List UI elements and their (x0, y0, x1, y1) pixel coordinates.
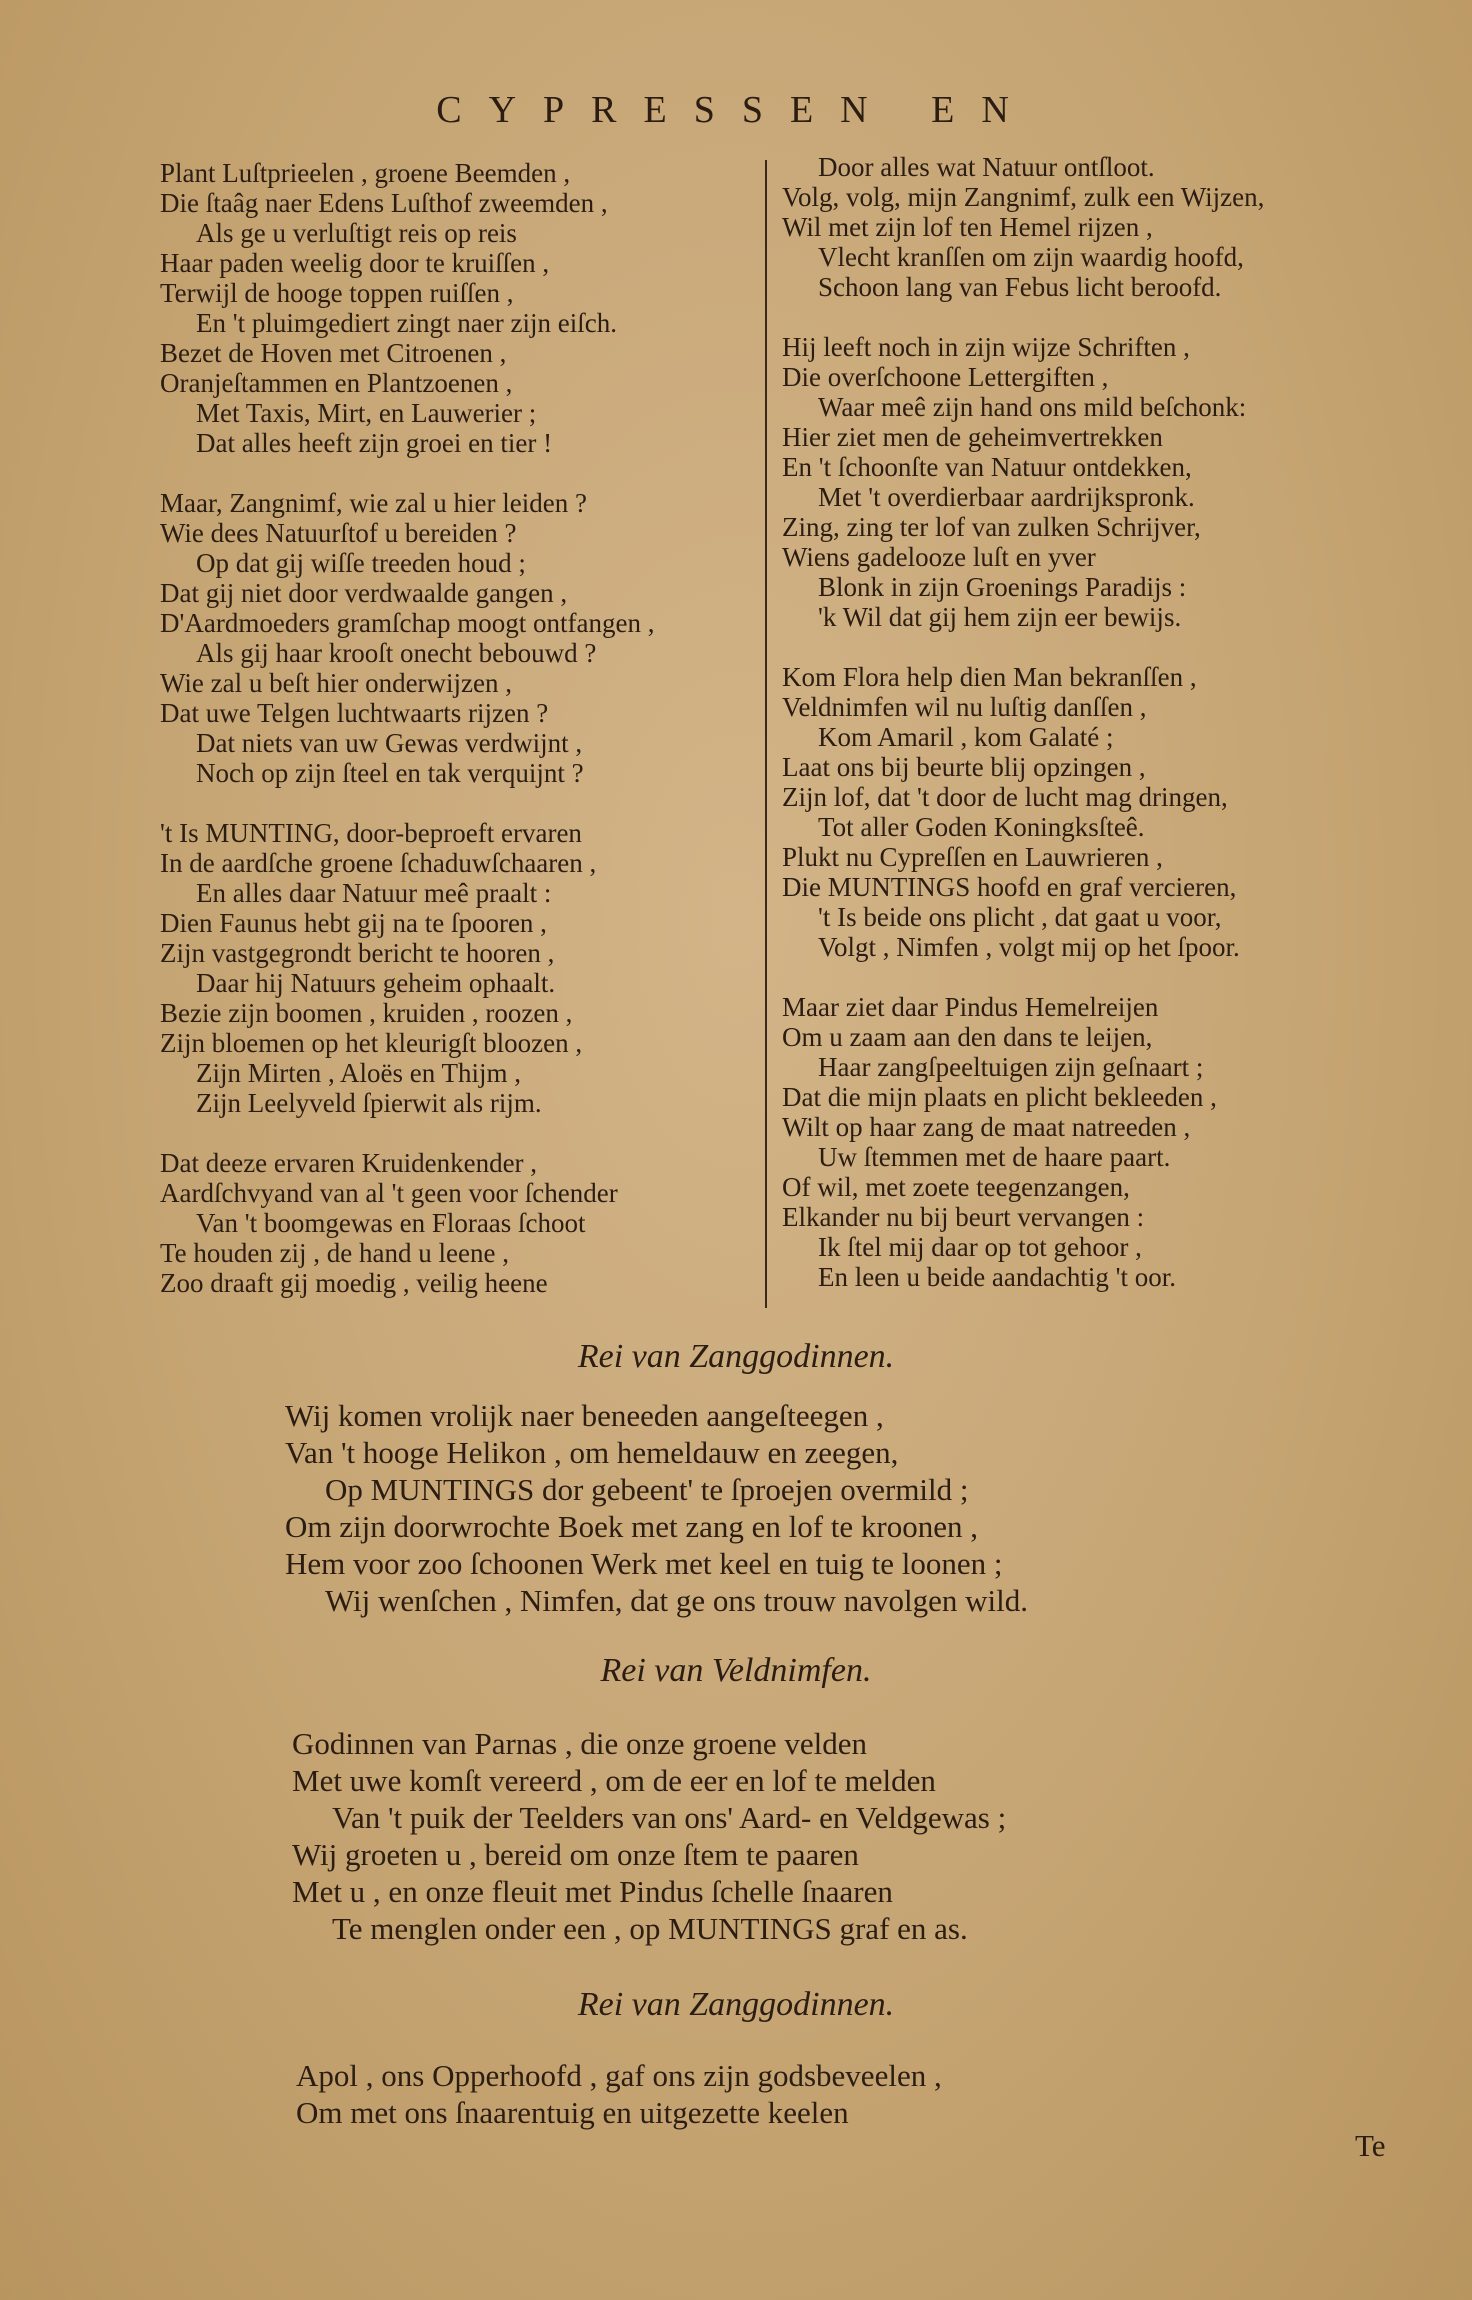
verse-line: Zijn Leelyveld ſpierwit als rijm. (196, 1088, 542, 1118)
verse-line: Blonk in zijn Groenings Paradijs : (818, 572, 1187, 602)
verse-line: Zijn vastgegrondt bericht te hooren , (160, 938, 555, 968)
stanza (160, 488, 760, 788)
verse-line: Laat ons bij beurte blij opzingen , (782, 752, 1146, 782)
stanza (160, 818, 760, 1118)
verse-line: Dat uwe Telgen luchtwaarts rijzen ? (160, 698, 549, 728)
left-column (160, 158, 760, 1328)
verse-line: In de aardſche groene ſchaduwſchaaren , (160, 848, 597, 878)
verse-line: Oranjeſtammen en Plantzoenen , (160, 368, 513, 398)
verse-line: Zijn lof, dat 't door de lucht mag dringen, (782, 782, 1228, 812)
verse-line: En 't pluimgediert zingt naer zijn eiſch. (196, 308, 617, 338)
verse-line: Ik ſtel mij daar op tot gehoor , (818, 1232, 1142, 1262)
catchword: Te (1355, 2128, 1386, 2163)
verse-line: Daar hij Natuurs geheim ophaalt. (196, 968, 556, 998)
verse-line: Waar meê zijn hand ons mild beſchonk: (818, 392, 1247, 422)
verse-line: Wie zal u beſt hier onderwijzen , (160, 668, 513, 698)
verse-line: Schoon lang van Febus licht beroofd. (818, 272, 1222, 302)
column-divider (765, 160, 767, 1308)
verse-line: Maar, Zangnimf, wie zal u hier leiden ? (160, 488, 587, 518)
chorus-line: Om zijn doorwrochte Boek met zang en lof te kroonen , (285, 1509, 978, 1544)
chorus-line: Van 't puik der Teelders van ons' Aard- en Veldgewas ; (332, 1800, 1007, 1835)
verse-line: Zijn bloemen op het kleurigſt bloozen , (160, 1028, 583, 1058)
stanza (782, 662, 1402, 962)
verse-line: Haar zangſpeeltuigen zijn geſnaart ; (818, 1052, 1204, 1082)
verse-line: Hier ziet men de geheimvertrekken (782, 422, 1163, 452)
stanza (782, 992, 1402, 1292)
verse-line: 't Is MUNTING, door-beproeft ervaren (160, 818, 582, 848)
chorus-line: Met u , en onze fleuit met Pindus ſchelle ſnaaren (292, 1874, 893, 1909)
verse-line: Kom Flora help dien Man bekranſſen , (782, 662, 1197, 692)
verse-line: 't Is beide ons plicht , dat gaat u voor, (818, 902, 1222, 932)
running-header: CYPRESSEN EN (436, 89, 1036, 131)
verse-line: Als gij haar krooſt onecht bebouwd ? (196, 638, 597, 668)
verse-line: Elkander nu bij beurt vervangen : (782, 1202, 1145, 1232)
stanza (160, 158, 760, 458)
chorus-line: Te menglen onder een , op MUNTINGS graf en as. (332, 1911, 968, 1946)
chorus-1-verse (285, 1397, 1028, 1619)
verse-line: Die MUNTINGS hoofd en graf vercieren, (782, 872, 1237, 902)
chorus-title-3: Rei van Zanggodinnen. (577, 1986, 895, 2023)
chorus-3-verse (296, 2057, 942, 2131)
verse-line: Plant Luſtprieelen , groene Beemden , (160, 158, 571, 188)
stanza (782, 152, 1402, 302)
verse-line: Vlecht kranſſen om zijn waardig hoofd, (818, 242, 1244, 272)
verse-line: En 't ſchoonſte van Natuur ontdekken, (782, 452, 1192, 482)
verse-line: Uw ſtemmen met de haare paart. (818, 1142, 1171, 1172)
verse-line: Tot aller Goden Koningksſteê. (818, 812, 1145, 842)
verse-line: En alles daar Natuur meê praalt : (196, 878, 552, 908)
chorus-line: Apol , ons Opperhoofd , gaf ons zijn godsbeveelen , (296, 2058, 942, 2093)
chorus-line: Wij komen vrolijk naer beneeden aangeſteegen , (285, 1398, 884, 1433)
chorus-title-2: Rei van Veldnimfen. (600, 1652, 872, 1689)
verse-line: Dat gij niet door verdwaalde gangen , (160, 578, 568, 608)
verse-line: Met Taxis, Mirt, en Lauwerier ; (196, 398, 537, 428)
chorus-2-verse (292, 1725, 1006, 1947)
verse-line: Bezet de Hoven met Citroenen , (160, 338, 507, 368)
verse-line: 'k Wil dat gij hem zijn eer bewijs. (818, 602, 1182, 632)
verse-line: Noch op zijn ſteel en tak verquijnt ? (196, 758, 584, 788)
verse-line: Dien Faunus hebt gij na te ſpooren , (160, 908, 547, 938)
verse-line: Bezie zijn boomen , kruiden , roozen , (160, 998, 573, 1028)
chorus-line: Met uwe komſt vereerd , om de eer en lof te melden (292, 1763, 936, 1798)
verse-line: Maar ziet daar Pindus Hemelreijen (782, 992, 1159, 1022)
verse-line: Dat niets van uw Gewas verdwijnt , (196, 728, 583, 758)
verse-line: Plukt nu Cypreſſen en Lauwrieren , (782, 842, 1163, 872)
verse-line: Wilt op haar zang de maat natreeden , (782, 1112, 1191, 1142)
verse-line: D'Aardmoeders gramſchap moogt ontfangen , (160, 608, 655, 638)
verse-line: Terwijl de hooge toppen ruiſſen , (160, 278, 514, 308)
stanza (782, 332, 1402, 632)
verse-line: Hij leeft noch in zijn wijze Schriften , (782, 332, 1190, 362)
chorus-line: Om met ons ſnaarentuig en uitgezette keelen (296, 2095, 849, 2130)
verse-line: Of wil, met zoete teegenzangen, (782, 1172, 1130, 1202)
verse-line: En leen u beide aandachtig 't oor. (818, 1262, 1176, 1292)
verse-line: Zing, zing ter lof van zulken Schrijver, (782, 512, 1201, 542)
verse-line: Zijn Mirten , Aloës en Thijm , (196, 1058, 521, 1088)
verse-line: Dat deeze ervaren Kruidenkender , (160, 1148, 538, 1178)
verse-line: Kom Amaril , kom Galaté ; (818, 722, 1114, 752)
verse-line: Dat alles heeft zijn groei en tier ! (196, 428, 553, 458)
verse-line: Met 't overdierbaar aardrijkspronk. (818, 482, 1195, 512)
chorus-line: Van 't hooge Helikon , om hemeldauw en zeegen, (285, 1435, 899, 1470)
chorus-title-1: Rei van Zanggodinnen. (577, 1338, 895, 1375)
verse-line: Te houden zij , de hand u leene , (160, 1238, 509, 1268)
verse-line: Veldnimfen wil nu luſtig danſſen , (782, 692, 1147, 722)
verse-line: Volgt , Nimfen , volgt mij op het ſpoor. (818, 932, 1240, 962)
verse-line: Zoo draaft gij moedig , veilig heene (160, 1268, 548, 1298)
verse-line: Die overſchoone Lettergiften , (782, 362, 1109, 392)
chorus-line: Wij groeten u , bereid om onze ſtem te paaren (292, 1837, 859, 1872)
verse-line: Wie dees Natuurſtof u bereiden ? (160, 518, 517, 548)
chorus-line: Wij wenſchen , Nimfen, dat ge ons trouw navolgen wild. (325, 1583, 1028, 1618)
verse-line: Van 't boomgewas en Floraas ſchoot (196, 1208, 586, 1238)
verse-line: Dat die mijn plaats en plicht bekleeden , (782, 1082, 1217, 1112)
verse-line: Haar paden weelig door te kruiſſen , (160, 248, 550, 278)
verse-line: Door alles wat Natuur ontſloot. (818, 152, 1155, 182)
verse-line: Volg, volg, mijn Zangnimf, zulk een Wijzen, (782, 182, 1265, 212)
chorus-line: Godinnen van Parnas , die onze groene velden (292, 1726, 868, 1761)
chorus-line: Op MUNTINGS dor gebeent' te ſproejen overmild ; (325, 1472, 969, 1507)
right-column (782, 152, 1402, 1322)
verse-line: Die ſtaâg naer Edens Luſthof zweemden , (160, 188, 608, 218)
verse-line: Als ge u verluſtigt reis op reis (196, 218, 517, 248)
chorus-line: Hem voor zoo ſchoonen Werk met keel en tuig te loonen ; (285, 1546, 1003, 1581)
verse-line: Om u zaam aan den dans te leijen, (782, 1022, 1153, 1052)
verse-line: Wil met zijn lof ten Hemel rijzen , (782, 212, 1153, 242)
verse-line: Aardſchvyand van al 't geen voor ſchender (160, 1178, 618, 1208)
verse-line: Op dat gij wiſſe treeden houd ; (196, 548, 526, 578)
verse-line: Wiens gadelooze luſt en yver (782, 542, 1096, 572)
stanza (160, 1148, 760, 1298)
